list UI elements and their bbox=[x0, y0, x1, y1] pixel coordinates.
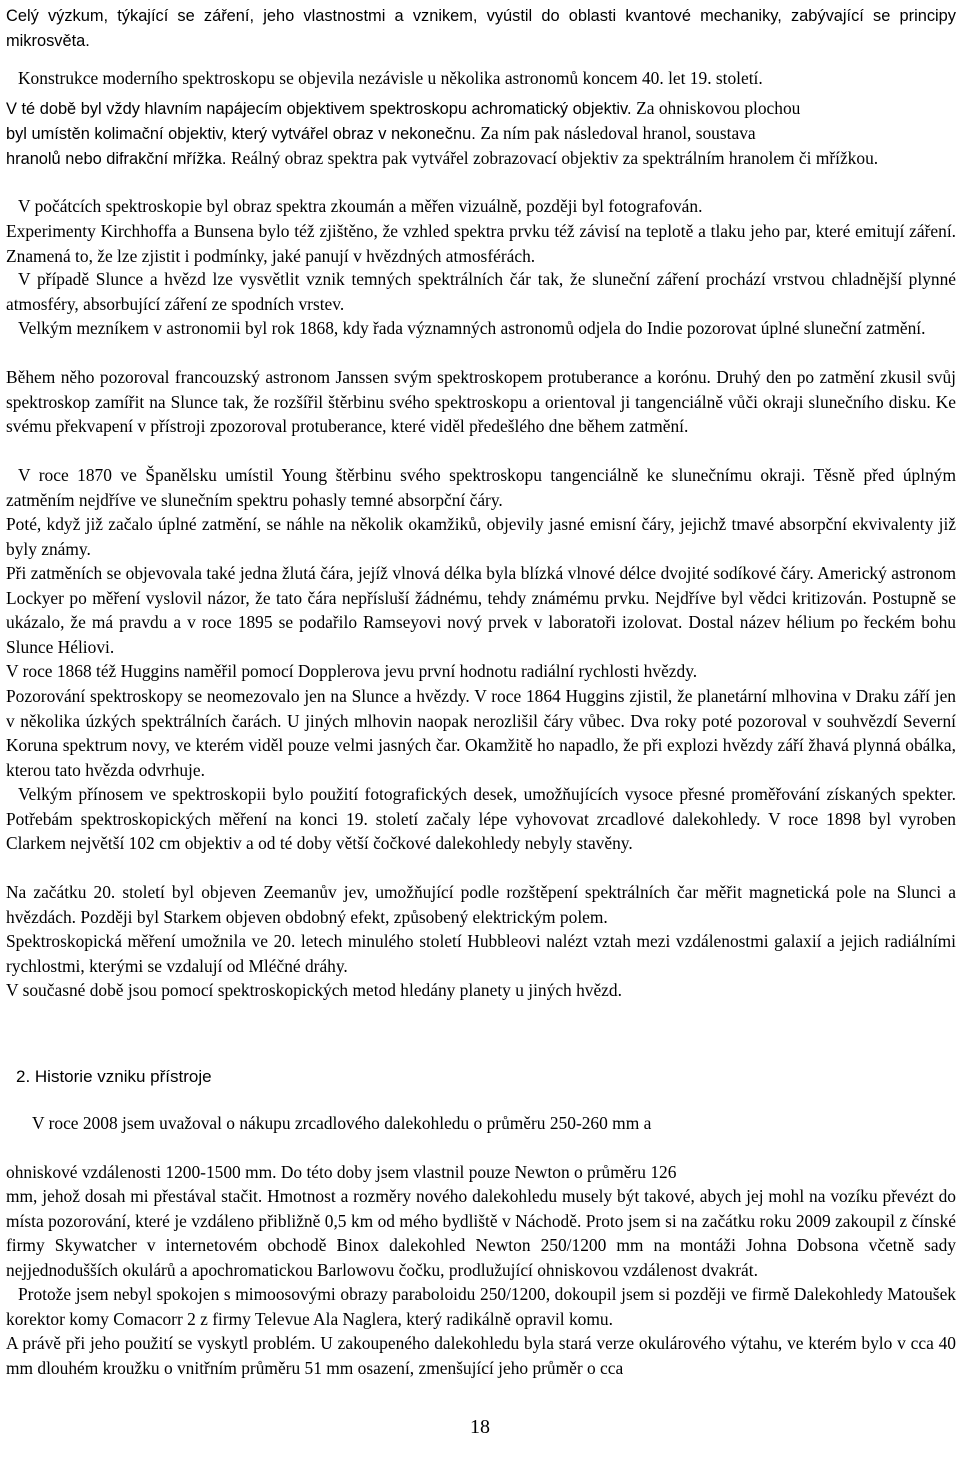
paragraph-emission-lines: Poté, když již začalo úplné zatmění, se náhle na několik okamžiků, objevily jasné emisní čáry, jejichž tmavé absorpční ekvivalenty již byly známy. bbox=[6, 514, 956, 559]
paragraph-milestone-1868: Velkým mezníkem v astronomii byl rok 1868, kdy řada významných astronomů odjela do Indie pozorovat úplné sluneční zatmění. bbox=[18, 318, 926, 338]
paragraph-photographic-plates: Velkým přínosem ve spektroskopii bylo použití fotografických desek, umožňujících vysoce přesné proměřování získaných spekter. Potřebám spektroskopických měření na konci 19. století začaly lépe vyhovovat zrcadlové dalekohledy. V roce 1898 byl vyroben Clarkem největší 102 cm objektiv a od té doby větší čočkové dalekohledy nebyly stavěny. bbox=[6, 784, 956, 854]
paragraph-purchase-line1: ohniskové vzdálenosti 1200-1500 mm. Do této doby jsem vlastnil pouze Newton o průměru 126 bbox=[6, 1162, 677, 1182]
paragraph-quantum-research: Celý výzkum, týkající se záření, jeho vlastnostmi a vznikem, vyústil do oblasti kvantové mechaniky, zabývající se principy mikrosvěta. bbox=[6, 7, 956, 50]
text-real-image: Reálný obraz spektra pak vytvářel zobrazovací objektiv za spektrálním hranolem či mřížkou. bbox=[231, 148, 879, 168]
text-collimator: byl umístěn kolimační objektiv, který vytvářel obraz v nekonečnu. bbox=[6, 125, 476, 143]
paragraph-spectroscope-construction: Konstrukce moderního spektroskopu se objevila nezávisle u několika astronomů koncem 40. let 19. století. bbox=[18, 68, 763, 88]
paragraph-grating bbox=[6, 146, 956, 172]
paragraph-coma-corrector: Protože jsem nebyl spokojen s mimoosovými obrazy paraboloidu 250/1200, dokoupil jsem si později ve firmě Dalekohledy Matoušek korektor komy Comacorr 2 z firmy Televue Ala Naglera, který radikálně opravil komu. bbox=[6, 1284, 956, 1329]
paragraph-visual-photo: V počátcích spektroskopie byl obraz spektra zkoumán a měřen vizuálně, později byl fotografován. bbox=[18, 196, 703, 216]
paragraph-kirchhoff-bunsen: Experimenty Kirchhoffa a Bunsena bylo též zjištěno, že vzhled spektra prvku též závisí na teplotě a tlaku jeho par, které emitují záření. Znamená to, že lze zjistit i podmínky, jaké panují v hvězdných atmosférách. bbox=[6, 221, 956, 266]
paragraph-nebulae: Pozorování spektroskopy se neomezovalo jen na Slunce a hvězdy. V roce 1864 Huggins zjistil, že planetární mlhovina v Draku září jen v několika úzkých spektrálních čarách. U jiných mlhovin naopak nerozlišil čáry vůbec. Dva roky poté pozoroval v souhvězdí Severní Koruna spektrum novy, ve kterém viděl pouze velmi jasných čar. Okamžitě ho napadlo, že při explozi hvězdy září žhavá plynná obálka, kterou tato hvězda odvrhuje. bbox=[6, 686, 956, 780]
text-achromatic-objective: V té době byl vždy hlavním napájecím objektivem spektroskopu achromatický objektiv. bbox=[6, 100, 632, 118]
paragraph-zeeman: Na začátku 20. století byl objeven Zeemanův jev, umožňující podle rozštěpení spektrálních čar měřit magnetická pole na Slunci a hvězdách. Později byl Starkem objeven obdobný efekt, způsobený elektrickým polem. bbox=[6, 882, 956, 927]
paragraph-huggins-doppler: V roce 1868 též Huggins naměřil pomocí Dopplerova jevu první hodnotu radiální rychlosti hvězdy. bbox=[6, 661, 698, 681]
paragraph-collimator bbox=[6, 121, 956, 147]
paragraph-hubble: Spektroskopická měření umožnila ve 20. letech minulého století Hubbleovi nalézt vztah mezi vzdálenostmi galaxií a jejich radiálními rychlostmi, kterými se vzdalují od Mléčné dráhy. bbox=[6, 931, 956, 976]
paragraph-helium: Při zatměních se objevovala také jedna žlutá čára, jejíž vlnová délka byla blízká vlnové délce dvojité sodíkové čáry. Americký astronom Lockyer po měření vyslovil názor, že tato čára nepřísluší žádnému, tehdy známému prvku. Nejdříve byl vědci kritizován. Postupně se ukázalo, že má pravdu a v roce 1895 se podařilo Ramseyovi nový prvek v laboratoři izolovat. Dostal název hélium po řeckém bohu Slunce Héliovi. bbox=[6, 563, 956, 657]
paragraph-focuser-problem: A právě při jeho použití se vyskytl problém. U zakoupeného dalekohledu byla stará verze okulárového výtahu, ve kterém bylo v cca 40 mm dlouhém kroužku o vnitřním průměru 51 mm osazení, zmenšující jeho průměr o cca bbox=[6, 1333, 956, 1378]
text-prism: Za ním pak následoval hranol, soustava bbox=[480, 123, 756, 143]
text-focal-plane: Za ohniskovou plochou bbox=[636, 98, 801, 118]
paragraph-objective bbox=[6, 96, 956, 122]
paragraph-purchase-rest: mm, jehož dosah mi přestával stačit. Hmotnost a rozměry nového dalekohledu musely být takové, abych jej mohl na vozíku převézt do místa pozorování, které je vzdáleno přibližně 0,5 km od mého bydliště v Náchodě. Proto jsem si na začátku roku 2009 zakoupil z čínské firmy Skywatcher v internetovém obchodě Binox dalekohled Newton 250/1200 mm na montáži Johna Dobsona včetně sady nejjednodušších okulárů a apochromatickou Barlowovu čočku, prodlužující ohniskovou vzdálenost dvakrát. bbox=[6, 1186, 956, 1280]
paragraph-young: V roce 1870 ve Španělsku umístil Young štěrbinu svého spektroskopu tangenciálně ke slunečnímu okraji. Těsně před úplným zatměním nejdříve ve slunečním spektru pohasly temné absorpční čáry. bbox=[6, 465, 956, 510]
paragraph-exoplanets: V současné době jsou pomocí spektroskopických metod hledány planety u jiných hvězd. bbox=[6, 980, 622, 1000]
text-grating: hranolů nebo difrakční mřížka. bbox=[6, 150, 227, 168]
section-heading: 2. Historie vzniku přístroje bbox=[16, 1067, 212, 1086]
paragraph-janssen: Během něho pozoroval francouzský astronom Janssen svým spektroskopem protuberance a korónu. Druhý den po zatmění zkusil svůj spektroskop zamířit na Slunce tak, že rozšířil štěrbinu svého spektroskopu a orientoval ji tangenciálně vůči okraji slunečního disku. Ke svému překvapení v přístroji zpozoroval protuberance, které viděl předešlého dne během zatmění. bbox=[6, 367, 956, 437]
page-number: 18 bbox=[470, 1416, 490, 1438]
section-intro-line: V roce 2008 jsem uvažoval o nákupu zrcadlového dalekohledu o průměru 250-260 mm a bbox=[32, 1113, 652, 1133]
paragraph-sun-lines: V případě Slunce a hvězd lze vysvětlit vznik temných spektrálních čár tak, že sluneční záření prochází vrstvou chladnější plynné atmosféry, absorbující záření ze spodních vrstev. bbox=[6, 269, 956, 314]
